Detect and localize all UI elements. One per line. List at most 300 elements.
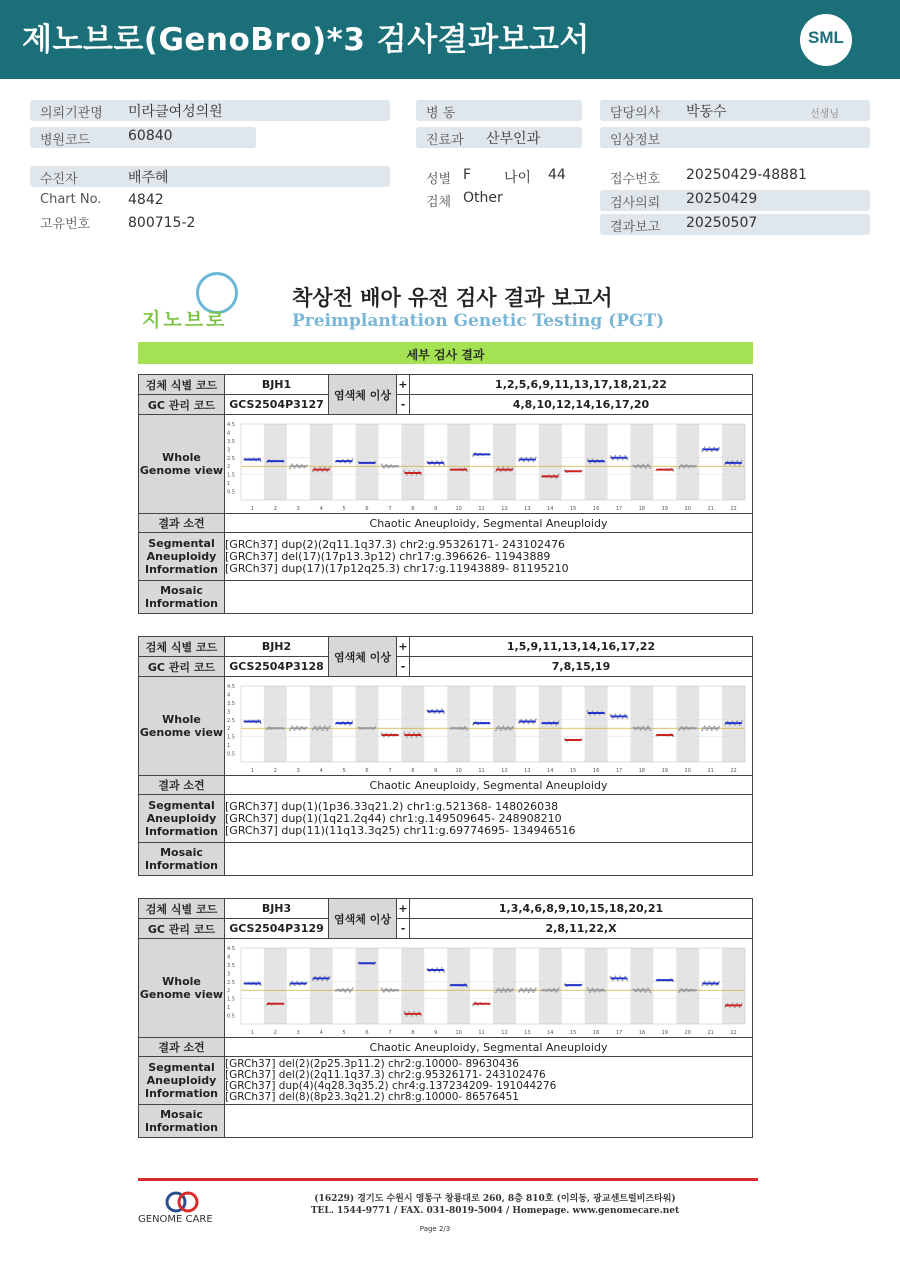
probe-point [619,454,621,456]
x-tick-label: 18 [638,505,646,512]
probe-point [312,728,314,730]
x-tick-label: 7 [388,767,392,774]
probe-point [523,722,525,724]
probe-point [555,723,557,725]
gc-code-label: GC 관리 코드 [139,657,225,677]
probe-point [434,463,436,465]
probe-point [500,470,502,472]
probe-point [535,987,537,989]
gain-sign: + [397,899,410,919]
x-tick-label: 6 [365,505,369,512]
probe-point [349,724,351,726]
chromosome-band [310,686,333,762]
report-title: 제노브로(GenoBro)*3 검사결과보고서 [22,22,590,58]
y-tick-label: 3 [227,446,231,453]
probe-point [406,736,408,738]
chart-no-value: 4842 [128,192,164,208]
probe-point [627,717,629,719]
probe-point [739,1006,741,1008]
probe-point [502,987,504,989]
sex-value: F [463,167,472,183]
x-tick-label: 13 [524,1029,531,1036]
probe-point [530,456,532,458]
genome-view-label: Whole Genome view [139,939,225,1038]
probe-point [324,725,326,727]
footer-address-block [300,1193,690,1217]
x-tick-label: 1 [250,767,255,774]
probe-point [624,455,626,457]
probe-point [319,975,321,977]
x-tick-label: 13 [524,505,531,512]
result-value: Chaotic Aneuploidy, Segmental Aneuploidy [225,514,753,533]
probe-point [294,984,296,986]
probe-point [587,710,589,712]
probe-point [403,732,405,734]
y-tick-label: 4.5 [227,421,235,428]
x-tick-label: 2 [273,1029,277,1036]
probe-point [704,725,706,727]
probe-point [736,459,738,461]
probe-point [610,455,612,457]
segmental-line: [GRCh37] del(8)(8p23.3q21.2) chr8:g.10000- 86576451 [225,1090,519,1103]
chromosome-band [539,424,562,500]
probe-point [314,466,316,468]
probe-point [622,717,624,719]
x-tick-label: 1 [250,1029,255,1036]
report-date-label: 결과보고 [610,220,661,235]
gain-list: 1,3,4,6,8,9,10,15,18,20,21 [410,899,753,919]
x-tick-label: 12 [501,505,508,512]
probe-point [436,708,438,710]
institution-value: 미라클여성의원 [128,104,223,120]
age-value: 44 [548,167,566,183]
x-tick-label: 6 [365,767,369,774]
gain-sign: + [397,375,410,395]
probe-point [289,984,291,986]
probe-point [326,729,328,731]
y-tick-label: 2 [227,987,231,994]
x-tick-label: 21 [707,505,714,512]
probe-point [436,460,438,462]
chromosome-band [585,686,608,762]
probe-point [741,459,743,461]
probe-point [741,720,743,722]
gain-list: 1,5,9,11,13,14,16,17,22 [410,637,753,657]
segmental-line: [GRCh37] dup(11)(11q13.3q25) chr11:g.69774695- 134946516 [225,823,576,837]
probe-point [408,732,410,734]
probe-point [736,1002,738,1004]
probe-point [520,718,522,720]
probe-point [418,1011,420,1013]
probe-point [709,446,711,448]
chromosome-band [310,948,333,1024]
section-title-bar [138,342,753,364]
institution-label: 의뢰기관명 [40,106,103,121]
probe-point [329,466,331,468]
probe-point [349,991,351,993]
mosaic-label: Mosaic Information [139,843,225,876]
probe-point [505,470,507,472]
loss-sign: - [397,919,410,939]
probe-point [533,722,535,724]
sample-code-value: BJH1 [225,375,329,395]
probe-point [505,729,507,731]
genome-plot [225,940,753,1037]
mosaic-label: Mosaic Information [139,1105,225,1138]
mosaic-value [225,581,753,614]
probe-point [614,454,616,456]
probe-point [731,1002,733,1004]
probe-point [617,979,619,981]
probe-point [530,987,532,989]
x-tick-label: 18 [638,767,646,774]
probe-point [498,987,500,989]
ward-label: 병 동 [426,106,456,121]
x-tick-label: 9 [434,767,438,774]
receipt-row [600,166,870,187]
hospital-code-value: 60840 [128,128,173,144]
probe-point [649,729,651,731]
probe-point [739,724,741,726]
x-tick-label: 22 [730,767,737,774]
probe-point [558,720,560,722]
gc-code-label: GC 관리 코드 [139,395,225,415]
probe-point [592,458,594,460]
probe-point [381,463,383,465]
probe-point [647,725,649,727]
genome-plot [225,678,753,775]
probe-point [706,984,708,986]
probe-point [610,713,612,715]
probe-point [413,1011,415,1013]
anomaly-label: 염색체 이상 [329,899,397,939]
gc-code-value: GCS2504P3128 [225,657,329,677]
footer-contact: TEL. 1544-9771 / FAX. 031-8019-5004 / Homepage. www.genomecare.net [310,1206,680,1216]
chart-no-label: Chart No. [40,192,102,207]
report-header [0,0,900,79]
x-tick-label: 19 [661,505,669,512]
receipt-value: 20250429-48881 [686,167,807,183]
y-tick-label: 1.5 [227,734,235,741]
probe-point [294,467,296,469]
probe-point [438,463,440,465]
x-tick-label: 17 [615,505,623,512]
probe-point [321,470,323,472]
probe-point [296,980,298,982]
section-title: 세부 검사 결과 [406,348,485,362]
loss-sign: - [397,395,410,415]
probe-point [610,975,612,977]
probe-point [525,718,527,720]
sex-label: 성별 [426,172,452,187]
x-tick-label: 8 [411,767,415,774]
x-tick-label: 11 [478,1029,485,1036]
probe-point [314,725,316,727]
sample-code-label: 검체 식별 코드 [139,375,225,395]
probe-point [381,987,383,989]
probe-point [413,470,415,472]
y-tick-label: 2.5 [227,717,235,724]
x-tick-label: 15 [569,505,577,512]
chromosome-band [264,948,287,1024]
probe-point [520,456,522,458]
chromosome-band [401,424,424,500]
genome-plot-cell [225,677,753,776]
doctor-label: 담당의사 [610,106,661,121]
x-tick-label: 16 [592,767,600,774]
probe-point [612,979,614,981]
loss-list: 4,8,10,12,14,16,17,20 [410,395,753,415]
probe-point [383,467,385,469]
probe-point [317,979,319,981]
x-tick-label: 6 [365,1029,369,1036]
x-tick-label: 8 [411,505,415,512]
probe-point [321,729,323,731]
report-date-value: 20250507 [686,215,758,231]
sample-code-value: BJH3 [225,899,329,919]
probe-point [352,720,354,722]
x-tick-label: 16 [592,505,600,512]
x-tick-label: 3 [296,505,300,512]
x-tick-label: 7 [388,505,392,512]
chromosome-band [493,424,516,500]
patient-label: 수진자 [40,172,78,187]
segmental-line: [GRCh37] dup(17)(17p12q25.3) chr17:g.11943889- 81195210 [225,561,569,575]
y-tick-label: 4 [227,691,231,698]
x-tick-label: 10 [455,767,462,774]
chromosome-band [447,686,470,762]
x-tick-label: 11 [478,767,485,774]
probe-point [523,991,525,993]
y-tick-label: 4.5 [227,683,235,690]
result-value: Chaotic Aneuploidy, Segmental Aneuploidy [225,1038,753,1057]
doctor-row [600,100,870,121]
x-tick-label: 21 [707,1029,714,1036]
doctor-value: 박동수 [686,104,727,120]
hospital-code-label: 병원코드 [40,133,91,148]
probe-point [711,984,713,986]
probe-point [614,713,616,715]
x-tick-label: 19 [661,767,669,774]
x-tick-label: 5 [342,505,346,512]
probe-point [434,712,436,714]
probe-point [349,462,351,464]
probe-point [406,474,408,476]
clinical-row [600,127,870,148]
receipt-label: 접수번호 [610,172,661,187]
x-tick-label: 4 [319,1029,323,1036]
probe-point [413,732,415,734]
chromosome-band [630,686,653,762]
probe-point [592,987,594,989]
segmental-line: [GRCh37] del(17)(17p13.3p12) chr17:g.396626- 11943889 [225,549,551,563]
x-tick-label: 2 [273,505,277,512]
report-title-ko: 착상전 배아 유전 검사 결과 보고서 [292,286,613,310]
segmental-label: Segmental Aneuploidy Information [139,1057,225,1105]
probe-point [352,987,354,989]
specimen-row [416,189,596,210]
x-tick-label: 9 [434,1029,438,1036]
probe-point [296,725,298,727]
x-tick-label: 22 [730,505,737,512]
genome-plot-cell [225,939,753,1038]
genome-view-label: Whole Genome view [139,677,225,776]
probe-point [587,987,589,989]
probe-point [704,446,706,448]
sample-table-1 [138,374,753,614]
specimen-label: 검체 [426,195,452,210]
probe-point [709,725,711,727]
segmental-info [225,533,753,581]
x-tick-label: 9 [434,505,438,512]
segmental-line: [GRCh37] dup(4)(4q28.3q35.2) chr4:g.137234209- 191044276 [225,1079,557,1092]
probe-point [312,979,314,981]
probe-point [434,970,436,972]
x-tick-label: 19 [661,1029,669,1036]
x-tick-label: 21 [707,767,714,774]
y-tick-label: 1 [227,1004,231,1011]
probe-point [495,991,497,993]
loss-list: 7,8,15,19 [410,657,753,677]
chromosome-band [539,948,562,1024]
doctor-suffix: 선생님 [810,109,839,120]
footer-divider [138,1178,758,1181]
probe-point [528,991,530,993]
segmental-line: [GRCh37] del(2)(2p25.3p11.2) chr2:g.10000- 89630436 [225,1057,519,1070]
probe-point [713,725,715,727]
probe-point [711,450,713,452]
x-tick-label: 15 [569,767,577,774]
probe-point [260,722,262,724]
chromosome-band [585,948,608,1024]
probe-point [319,725,321,727]
probe-point [678,467,680,469]
probe-point [592,710,594,712]
probe-point [713,980,715,982]
x-tick-label: 3 [296,767,300,774]
loss-sign: - [397,657,410,677]
probe-point [520,987,522,989]
x-tick-label: 4 [319,767,323,774]
sex-age-row [416,166,596,187]
probe-point [612,458,614,460]
probe-point [347,458,349,460]
footer-address: (16229) 경기도 수원시 영통구 창룡대로 260, 8층 810호 (이의동, 광교센트럴비즈타워) [314,1194,676,1204]
mosaic-value [225,843,753,876]
probe-point [525,987,527,989]
gc-code-value: GCS2504P3127 [225,395,329,415]
probe-point [624,713,626,715]
segmental-line: [GRCh37] dup(1)(1p36.33q21.2) chr1:g.521368- 148026038 [225,799,559,813]
probe-point [555,477,557,479]
probe-point [589,991,591,993]
gain-sign: + [397,637,410,657]
y-tick-label: 2 [227,725,231,732]
probe-point [587,458,589,460]
x-tick-label: 3 [296,1029,300,1036]
probe-point [525,456,527,458]
y-tick-label: 4 [227,429,231,436]
probe-point [441,459,443,461]
chromosome-band [401,686,424,762]
probe-point [589,462,591,464]
probe-point [326,470,328,472]
y-tick-label: 3 [227,708,231,715]
probe-point [704,980,706,982]
report-title-en: Preimplantation Genetic Testing (PGT) [292,311,665,331]
probe-point [647,463,649,465]
patient-row [30,166,390,187]
probe-point [403,470,405,472]
probe-point [734,724,736,726]
probe-point [324,466,326,468]
gc-code-value: GCS2504P3129 [225,919,329,939]
probe-point [260,984,262,986]
probe-point [706,729,708,731]
uid-value: 800715-2 [128,215,196,231]
probe-point [739,463,741,465]
y-tick-label: 1 [227,742,231,749]
probe-point [619,975,621,977]
probe-point [533,991,535,993]
x-tick-label: 18 [638,1029,646,1036]
segmental-label: Segmental Aneuploidy Information [139,795,225,843]
sml-logo-text: SML [808,28,844,47]
gc-code-label: GC 관리 코드 [139,919,225,939]
chromosome-band [493,686,516,762]
probe-point [645,991,647,993]
uid-row [30,211,330,232]
x-tick-label: 14 [547,505,554,512]
genome-plot-cell [225,415,753,514]
probe-point [329,725,331,727]
x-tick-label: 17 [615,1029,623,1036]
x-tick-label: 20 [684,1029,691,1036]
probe-point [701,729,703,731]
probe-point [528,460,530,462]
dept-label: 진료과 [426,133,464,148]
probe-point [678,991,680,993]
probe-point [406,1014,408,1016]
probe-point [289,467,291,469]
probe-point [416,1014,418,1016]
report-date-row [600,214,870,235]
probe-point [713,446,715,448]
probe-point [530,718,532,720]
y-tick-label: 3.5 [227,700,235,707]
x-tick-label: 20 [684,505,691,512]
probe-point [614,975,616,977]
probe-point [505,991,507,993]
probe-point [500,729,502,731]
probe-point [617,717,619,719]
probe-point [383,735,385,737]
result-label: 결과 소견 [139,1038,225,1057]
anomaly-label: 염색체 이상 [329,637,397,677]
probe-point [558,987,560,989]
loss-list: 2,8,11,22,X [410,919,753,939]
probe-point [436,967,438,969]
ward-row [416,100,582,121]
probe-point [312,470,314,472]
probe-point [736,720,738,722]
x-tick-label: 7 [388,1029,392,1036]
chromosome-band [630,424,653,500]
y-tick-label: 0.5 [227,751,235,758]
segmental-info [225,795,753,843]
x-tick-label: 5 [342,767,346,774]
chart-no-row [30,190,330,211]
